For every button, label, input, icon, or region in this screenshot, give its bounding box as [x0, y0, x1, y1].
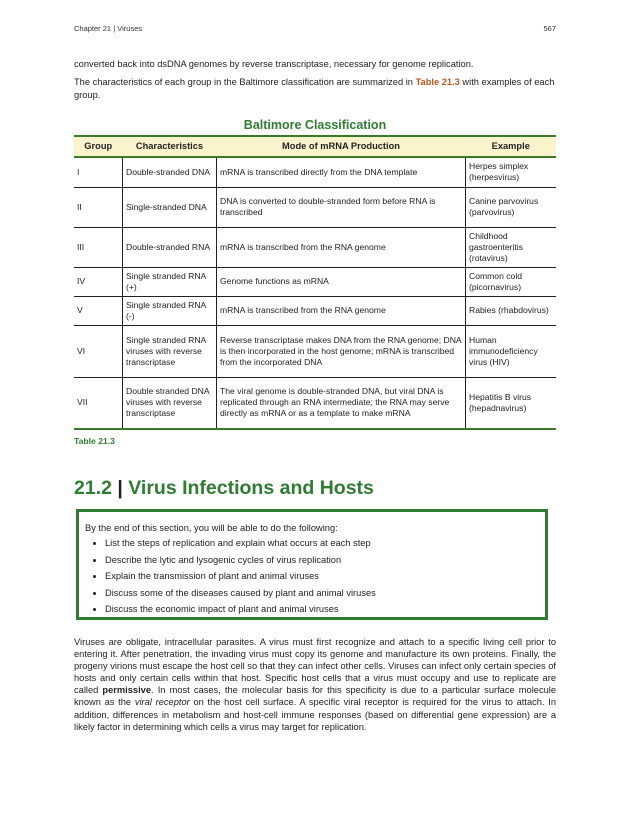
cell-example: Herpes simplex (herpesvirus) — [466, 157, 557, 187]
running-head: Chapter 21 | Viruses — [74, 24, 143, 33]
table-reference-link[interactable]: Table 21.3 — [415, 77, 460, 87]
cell-mode: Reverse transcriptase makes DNA from the RNA genome; DNA is then incorporated in the host genome; mRNA is transcribed from the incorporated DNA — [217, 325, 466, 377]
list-item: • List the steps of replication and explain what occurs at each step — [105, 535, 376, 552]
cell-example: Common cold (picornavirus) — [466, 267, 557, 296]
objectives-list — [79, 535, 376, 618]
chapter-topic: Viruses — [117, 24, 143, 33]
cell-example: Childhood gastroenteritis (rotavirus) — [466, 227, 557, 267]
table-header-row — [74, 136, 556, 157]
list-item: • Discuss some of the diseases caused by plant and animal viruses — [105, 585, 376, 602]
cell-example: Human immunodeficiency virus (HIV) — [466, 325, 557, 377]
cell-group: IV — [74, 267, 123, 296]
col-header-characteristics: Characteristics — [123, 136, 217, 157]
cell-characteristics: Single stranded RNA (+) — [123, 267, 217, 296]
cell-mode: mRNA is transcribed from the RNA genome — [217, 227, 466, 267]
cell-example: Canine parvovirus (parvovirus) — [466, 187, 557, 227]
cell-group: V — [74, 296, 123, 325]
cell-characteristics: Single stranded RNA (-) — [123, 296, 217, 325]
table-row — [74, 187, 556, 227]
table-row — [74, 227, 556, 267]
cell-mode: mRNA is transcribed directly from the DNA template — [217, 157, 466, 187]
cell-group: VII — [74, 377, 123, 429]
col-header-mode: Mode of mRNA Production — [217, 136, 466, 157]
list-item: • Describe the lytic and lysogenic cycles of virus replication — [105, 552, 376, 569]
cell-example: Rabies (rhabdovirus) — [466, 296, 557, 325]
table-row — [74, 296, 556, 325]
table-row — [74, 325, 556, 377]
baltimore-table — [74, 135, 556, 430]
cell-example: Hepatitis B virus (hepadnavirus) — [466, 377, 557, 429]
table-row — [74, 377, 556, 429]
cell-characteristics: Single stranded RNA viruses with reverse transcriptase — [123, 325, 217, 377]
cell-group: II — [74, 187, 123, 227]
body-paragraph: Viruses are obligate, intracellular parasites. A virus must first recognize and attach to a specific living cell prior to entering it. After penetration, the invading virus must copy its genome and manufacture its own proteins. Finally, the progeny virions must escape the host cell so that they can infect other cells. Viruses can infect only certain species of hosts and only certain cells within that host. Specific host cells that a virus must occupy and use to replicate are called permissive. In most cases, the molecular basis for this specificity is due to a particular surface molecule known as the viral receptor on the host cell surface. A specific viral receptor is required for the virus to attach. In addition, differences in metabolism and host-cell immune responses (based on differential gene expression) are a likely factor in determining which cells a virus may target for replication. — [74, 637, 556, 732]
table-row — [74, 267, 556, 296]
list-item: • Explain the transmission of plant and animal viruses — [105, 568, 376, 585]
italic-term: viral receptor — [134, 697, 190, 708]
section-heading: 21.2 | Virus Infections and Hosts — [74, 477, 374, 499]
col-header-example: Example — [466, 136, 557, 157]
learning-objectives-box — [76, 509, 548, 620]
cell-characteristics: Single-stranded DNA — [123, 187, 217, 227]
intro-line: converted back into dsDNA genomes by reverse transcriptase, necessary for genome replication. — [74, 59, 474, 69]
table-row — [74, 157, 556, 187]
key-term: permissive — [102, 685, 152, 696]
cell-mode: Genome functions as mRNA — [217, 267, 466, 296]
col-header-group: Group — [74, 136, 123, 157]
table-title: Baltimore Classification — [243, 118, 387, 132]
list-item: • Discuss the economic impact of plant and animal viruses — [105, 601, 376, 618]
page-header — [74, 24, 556, 33]
cell-characteristics: Double-stranded DNA — [123, 157, 217, 187]
cell-mode: mRNA is transcribed from the RNA genome — [217, 296, 466, 325]
cell-characteristics: Double-stranded RNA — [123, 227, 217, 267]
table-caption: Table 21.3 — [74, 436, 115, 446]
cell-group: III — [74, 227, 123, 267]
cell-group: VI — [74, 325, 123, 377]
cell-mode: The viral genome is double-stranded DNA, but viral DNA is replicated through an RNA intermediate; the RNA may serve directly as mRNA or as a template to make mRNA — [217, 377, 466, 429]
chapter-label: Chapter 21 — [74, 24, 112, 33]
cell-mode: DNA is converted to double-stranded form before RNA is transcribed — [217, 187, 466, 227]
cell-characteristics: Double stranded DNA viruses with reverse transcriptase — [123, 377, 217, 429]
objectives-intro: By the end of this section, you will be able to do the following: — [85, 523, 338, 533]
intro-paragraph: The characteristics of each group in the Baltimore classification are summarized in Table 21.3 with examples of each group. — [74, 77, 555, 100]
cell-group: I — [74, 157, 123, 187]
page-number: 567 — [543, 24, 556, 33]
